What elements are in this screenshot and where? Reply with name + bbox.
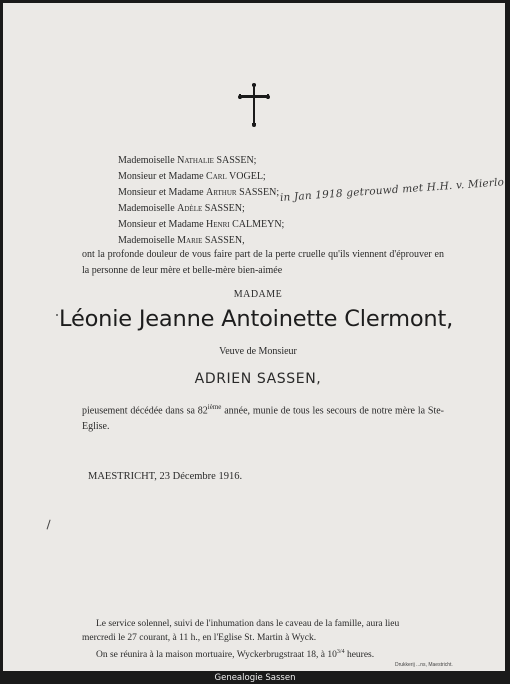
family-line: Mademoiselle Nathalie SASSEN; (118, 155, 257, 166)
family-list (118, 153, 284, 249)
family-line: Monsieur et Madame Carl VOGEL; (118, 171, 266, 182)
husband-name: ADRIEN SASSEN, (194, 371, 322, 387)
mourning-card (3, 3, 505, 671)
deceased-name: Léonie Jeanne Antoinette Clermont, (59, 306, 454, 332)
pen-mark (47, 520, 54, 531)
family-line: Mademoiselle Marie SASSEN, (118, 235, 245, 246)
service-line: On se réunira à la maison mortuaire, Wyckerbrugstraat 18, à $10^{3/4}$ heures. (96, 649, 375, 661)
footer-credit: Genealogie Sassen (214, 673, 296, 683)
handwritten-note: in Jan 1918 getrouwd met H.H. v. Mierlo (279, 176, 505, 204)
family-line: Mademoiselle Adèle SASSEN; (118, 203, 245, 214)
family-line: Monsieur et Madame Arthur SASSEN; (118, 187, 280, 198)
widow-label: Veuve de Monsieur (219, 346, 297, 357)
service-line: Le service solennel, suivi de l'inhumation dans le caveau de la famille, aura lieu (96, 619, 400, 629)
printer-credit: Drukkerij ...ns, Maestricht. (395, 662, 453, 668)
death-notice: pieusement décédée dans sa 82ième année, munie de tous les secours de notre mère la Ste-Eglise. (82, 403, 444, 433)
service-details (82, 617, 444, 662)
place-date: MAESTRICHT, 23 Décembre 1916. (88, 471, 243, 482)
family-line: Monsieur et Madame Henri CALMEYN; (118, 219, 285, 230)
madame-label: MADAME (233, 289, 283, 300)
intro-text: ont la profonde douleur de vous faire part de la perte cruelle qu'ils viennent d'éprouver en la personne de leur mère et belle-mère bien-aimée (82, 249, 444, 276)
service-line: mercredi le 27 courant, à 11 h., en l'Eglise St. Martin à Wyck. (82, 633, 317, 643)
ink-dot (56, 314, 58, 316)
cross-icon (237, 83, 271, 127)
